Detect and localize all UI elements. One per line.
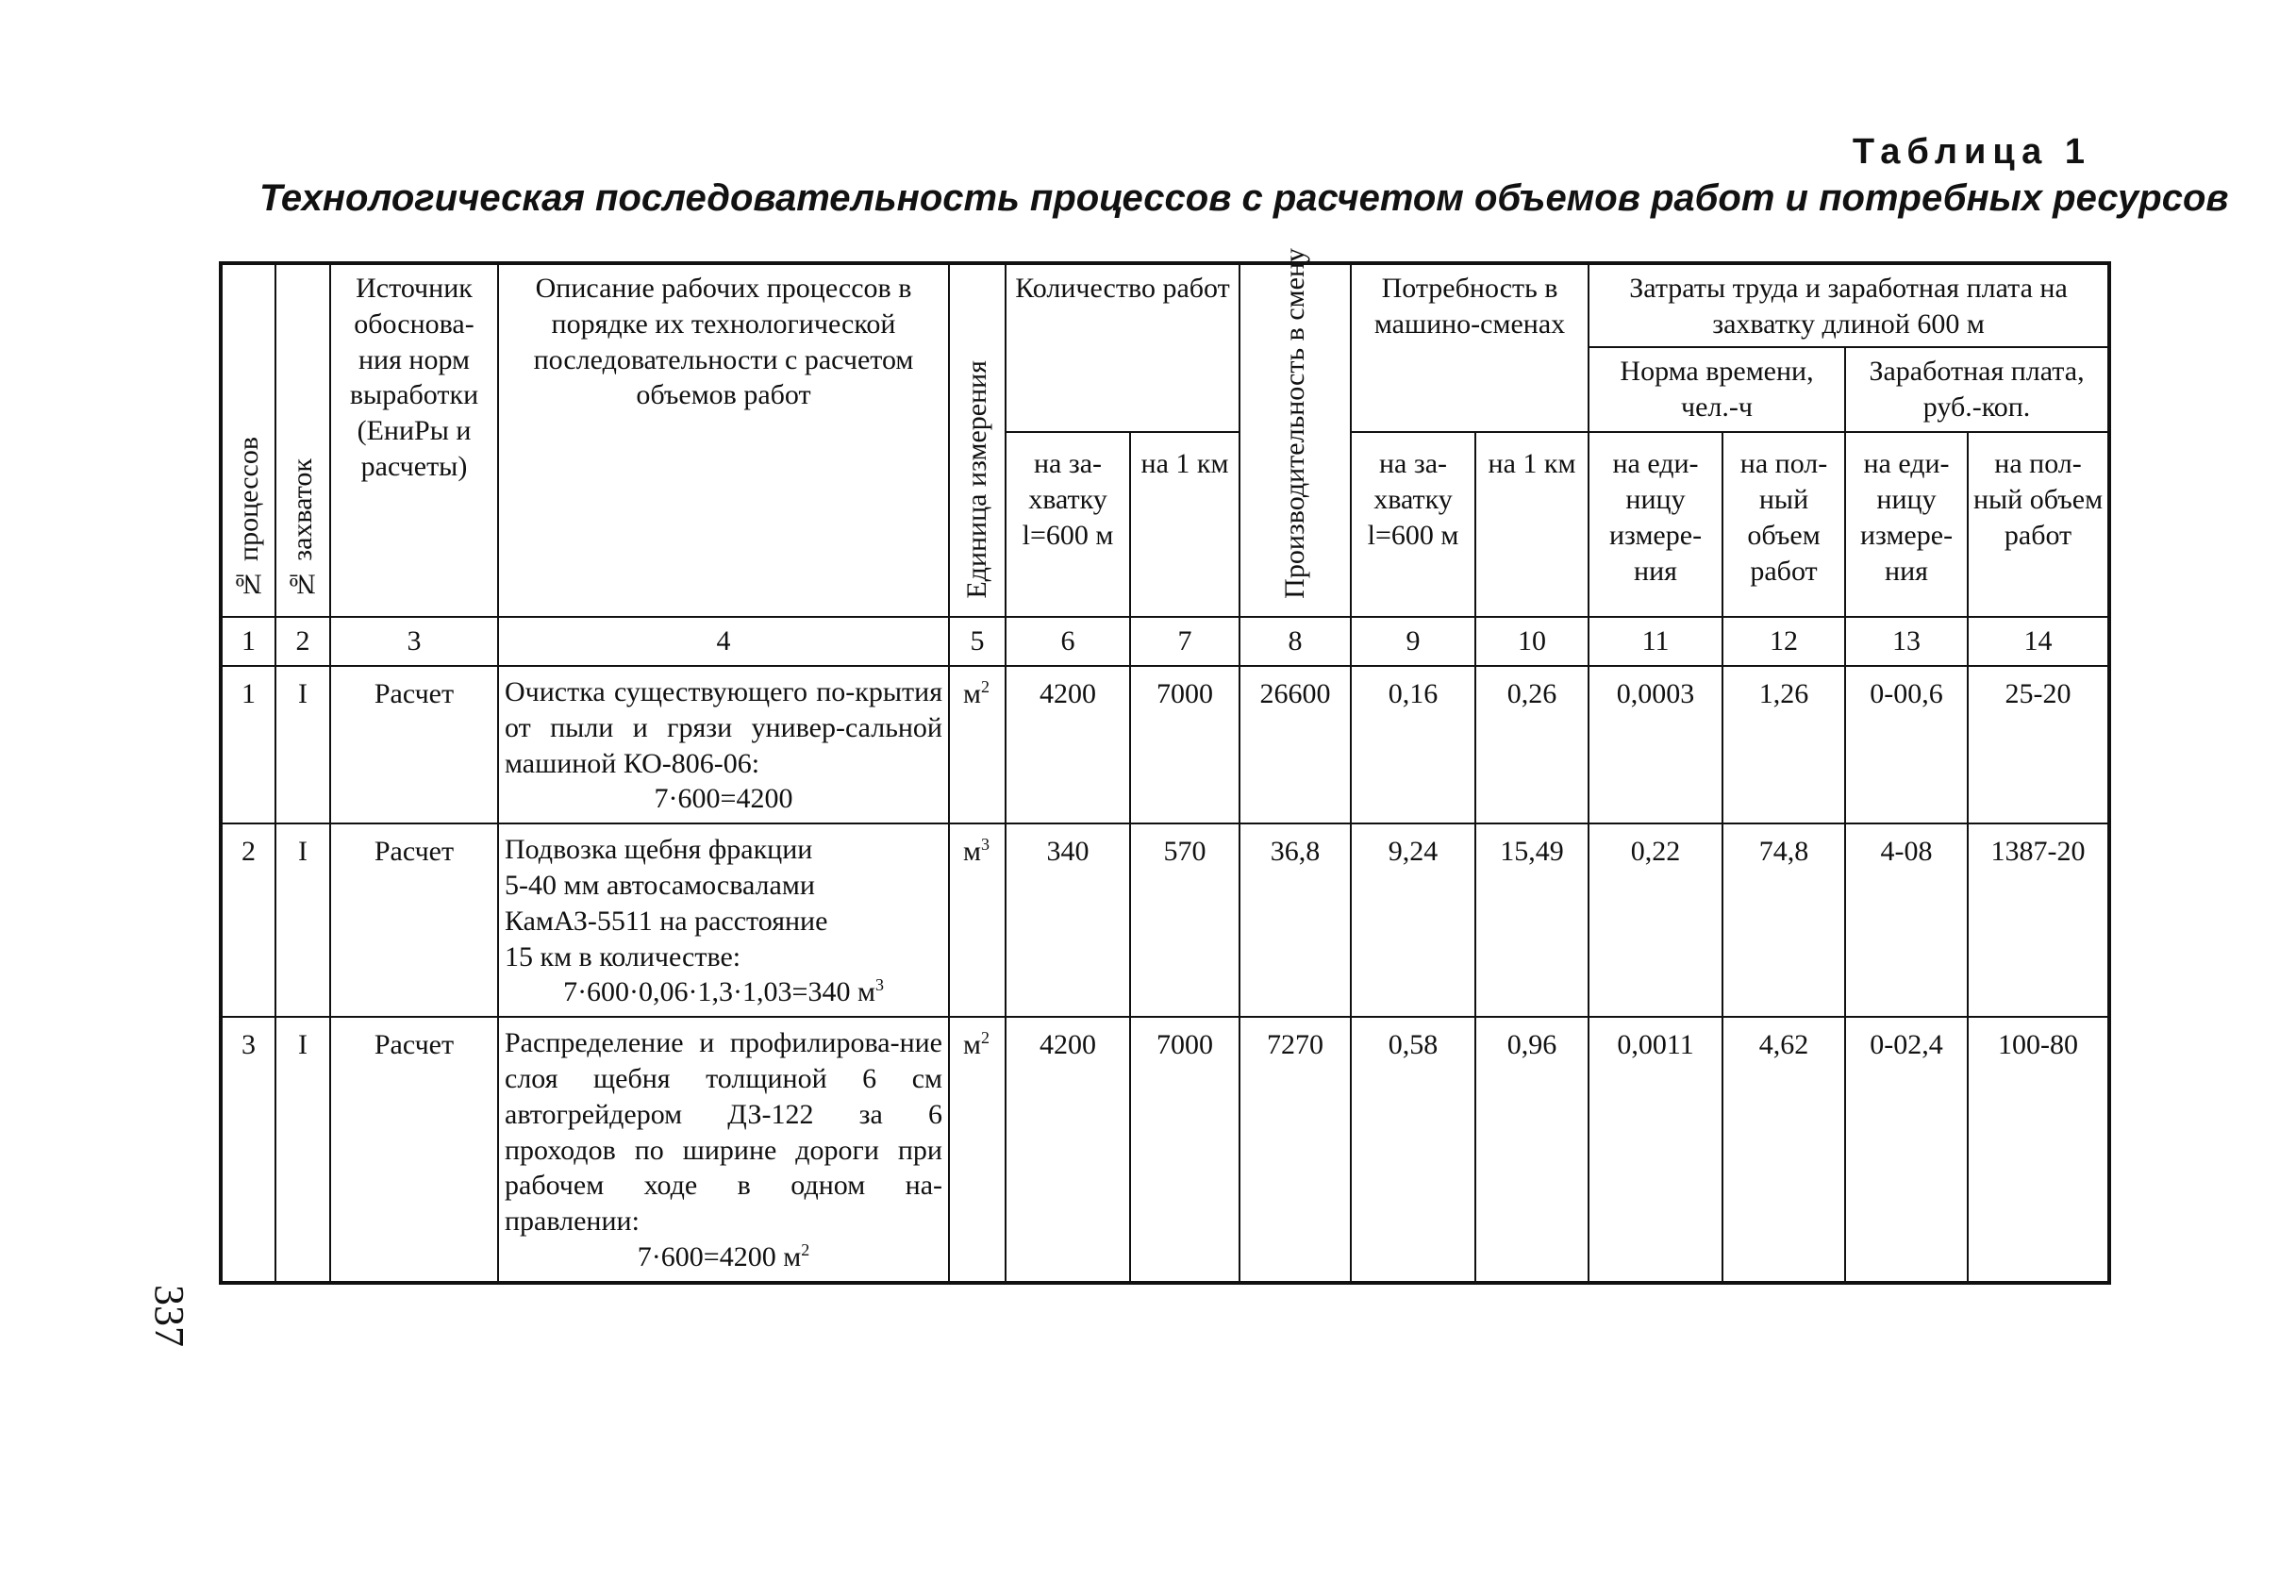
- header-process-number: [221, 263, 275, 617]
- description-line: КамАЗ-5511 на расстояние: [505, 905, 828, 937]
- qty-per-grip: 340: [1006, 823, 1130, 1017]
- description-line: Подвозка щебня фракции: [505, 834, 813, 866]
- source: Расчет: [330, 823, 498, 1017]
- formula-text: 7·600·0,06·1,3·1,03=340 м: [563, 976, 875, 1008]
- column-number: 7: [1130, 617, 1240, 666]
- table-row: [221, 666, 2109, 823]
- column-number: 6: [1006, 617, 1130, 666]
- column-number: 1: [221, 617, 275, 666]
- formula: 7·600=4200: [654, 783, 793, 815]
- header-description: Описание рабочих процессов в порядке их технологической последовательности с расчетом объемов работ: [498, 263, 949, 617]
- process-number: 2: [221, 823, 275, 1017]
- qty-per-km: 7000: [1130, 666, 1240, 823]
- mach-per-km: 0,26: [1475, 666, 1589, 823]
- header-productivity: [1240, 248, 1351, 617]
- column-number: 9: [1351, 617, 1475, 666]
- column-number-row: [221, 617, 2109, 666]
- unit: [949, 823, 1006, 1017]
- header-mach-per-grip: на за-хватку l=600 м: [1351, 432, 1475, 617]
- unit-power: 2: [980, 1028, 990, 1048]
- column-number: 8: [1240, 617, 1351, 666]
- header-time-per-unit: на еди-ницу измере-ния: [1589, 432, 1722, 617]
- formula: [505, 1239, 942, 1275]
- productivity: 26600: [1240, 666, 1351, 823]
- unit-text: м: [963, 836, 981, 868]
- formula: [505, 974, 942, 1010]
- column-number: 2: [275, 617, 330, 666]
- column-number: 4: [498, 617, 949, 666]
- mach-per-grip: 0,58: [1351, 1017, 1475, 1283]
- wage-total: 1387-20: [1968, 823, 2109, 1017]
- header-source: Источник обоснова-ния норм выработки (ЕниРы и расчеты): [330, 263, 498, 617]
- mach-per-km: 15,49: [1475, 823, 1589, 1017]
- process-table: [219, 248, 2111, 1285]
- header-labor-wage-group: Затраты труда и заработная плата на захватку длиной 600 м: [1589, 263, 2109, 347]
- header-grip-number-label: № захваток: [287, 457, 318, 599]
- time-total: 1,26: [1722, 666, 1845, 823]
- header-wage-total: на пол-ный объем работ: [1968, 432, 2109, 617]
- document-title: Технологическая последовательность процессов с расчетом объемов работ и потребных ресурсов: [259, 177, 2229, 219]
- qty-per-grip: 4200: [1006, 666, 1130, 823]
- column-number: 12: [1722, 617, 1845, 666]
- column-number: 14: [1968, 617, 2109, 666]
- column-number: 10: [1475, 617, 1589, 666]
- grip-number: I: [275, 666, 330, 823]
- unit-power: 3: [980, 835, 990, 855]
- header-time-total: на пол-ный объем работ: [1722, 432, 1845, 617]
- wage-per-unit: 0-00,6: [1845, 666, 1968, 823]
- header-time-norm-group: Норма времени, чел.-ч: [1589, 347, 1845, 433]
- column-number: 3: [330, 617, 498, 666]
- unit-power: 2: [980, 677, 990, 696]
- header-machine-shifts-group: Потребность в машино-сменах: [1351, 263, 1589, 432]
- unit-text: м: [963, 1029, 981, 1061]
- process-number: 1: [221, 666, 275, 823]
- table-label: Таблица 1: [1852, 132, 2091, 172]
- description-text: Очистка существующего по-крытия от пыли и грязи универ-сальной машиной КО-806-06:: [505, 676, 942, 779]
- time-total: 74,8: [1722, 823, 1845, 1017]
- description: [498, 823, 949, 1017]
- wage-per-unit: 0-02,4: [1845, 1017, 1968, 1283]
- header-grip-number: [275, 263, 330, 617]
- productivity: 7270: [1240, 1017, 1351, 1283]
- header-wage-group: Заработная плата, руб.-коп.: [1845, 347, 2109, 433]
- description-line: 15 км в количестве:: [505, 940, 741, 973]
- mach-per-km: 0,96: [1475, 1017, 1589, 1283]
- mach-per-grip: 9,24: [1351, 823, 1475, 1017]
- unit: [949, 666, 1006, 823]
- header-qty-per-km: на 1 км: [1130, 432, 1240, 617]
- unit-text: м: [963, 678, 981, 709]
- source: Расчет: [330, 1017, 498, 1283]
- page-number: 337: [146, 1285, 193, 1347]
- header-unit-label: Единица измерения: [961, 360, 992, 599]
- time-per-unit: 0,0003: [1589, 666, 1722, 823]
- wage-total: 25-20: [1968, 666, 2109, 823]
- formula-power: 2: [801, 1239, 810, 1259]
- header-productivity-label: Производительность в смену: [1279, 248, 1311, 599]
- formula-text: 7·600=4200 м: [637, 1240, 802, 1272]
- description-line: 5-40 мм автосамосвалами: [505, 869, 815, 901]
- wage-total: 100-80: [1968, 1017, 2109, 1283]
- time-per-unit: 0,22: [1589, 823, 1722, 1017]
- productivity: 36,8: [1240, 823, 1351, 1017]
- column-number: 5: [949, 617, 1006, 666]
- header-quantity-group: Количество работ: [1006, 263, 1240, 432]
- time-per-unit: 0,0011: [1589, 1017, 1722, 1283]
- grip-number: I: [275, 1017, 330, 1283]
- time-total: 4,62: [1722, 1017, 1845, 1283]
- process-number: 3: [221, 1017, 275, 1283]
- header-qty-per-grip: на за-хватку l=600 м: [1006, 432, 1130, 617]
- wage-per-unit: 4-08: [1845, 823, 1968, 1017]
- qty-per-grip: 4200: [1006, 1017, 1130, 1283]
- qty-per-km: 570: [1130, 823, 1240, 1017]
- unit: [949, 1017, 1006, 1283]
- description: [498, 1017, 949, 1283]
- header-process-number-label: № процессов: [232, 436, 264, 599]
- header-mach-per-km: на 1 км: [1475, 432, 1589, 617]
- formula-power: 3: [874, 975, 884, 995]
- mach-per-grip: 0,16: [1351, 666, 1475, 823]
- source: Расчет: [330, 666, 498, 823]
- description-text: Распределение и профилирова-ние слоя щебня толщиной 6 см автогрейдером ДЗ-122 за 6 проходов по ширине дороги при рабочем ходе в одном на-правлении:: [505, 1027, 942, 1238]
- header-wage-per-unit: на еди-ницу измере-ния: [1845, 432, 1968, 617]
- header-unit: [949, 263, 1006, 617]
- column-number: 11: [1589, 617, 1722, 666]
- column-number: 13: [1845, 617, 1968, 666]
- qty-per-km: 7000: [1130, 1017, 1240, 1283]
- description: [498, 666, 949, 823]
- grip-number: I: [275, 823, 330, 1017]
- table-row: [221, 823, 2109, 1017]
- table-row: [221, 1017, 2109, 1283]
